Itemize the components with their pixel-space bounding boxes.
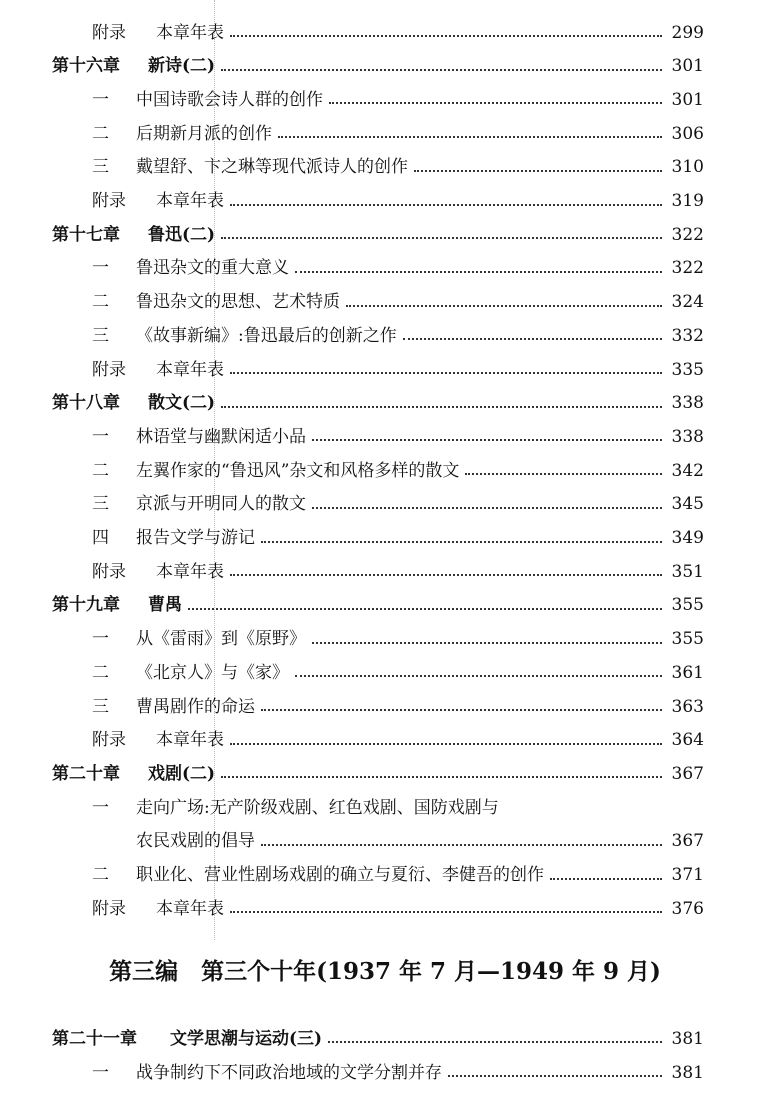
toc-page-number: 371 [671,865,704,885]
toc-section-entry [0,422,770,452]
toc-entry-title: 新诗(二) [148,56,216,77]
toc-page-number: 367 [671,831,704,852]
toc-entry-title: 鲁迅(二) [148,224,216,245]
dot-leader [261,709,662,711]
toc-section-entry [0,254,770,284]
toc-page-number: 355 [671,629,704,650]
toc-entry-title: 本章年表 [156,730,224,751]
toc-section-entry [0,456,770,486]
toc-entry-number: 第二十一章 [52,1028,137,1049]
toc-entry-label [92,797,499,818]
toc-page-number: 345 [671,494,704,515]
toc-page-number: 355 [671,595,704,616]
toc-page-number: 351 [671,561,704,582]
dot-leader [448,1075,662,1077]
toc-entry-number: 二 [92,123,109,144]
toc-entry-label [92,662,289,683]
toc-page-number: 361 [671,662,704,683]
toc-page-number: 367 [671,763,704,784]
toc-section-entry [0,1058,770,1088]
toc-appendix-entry [0,894,770,924]
toc-entry-number: 附录 [92,22,126,43]
toc-entry-label [92,696,255,717]
toc-appendix-entry [0,187,770,217]
toc-entry-number: 三 [92,494,109,515]
toc-section-entry [0,793,770,823]
toc-page-number: 306 [671,123,704,144]
toc-entry-number: 三 [92,696,109,717]
toc-chapter-entry [0,220,770,250]
toc-page-number: 338 [671,393,704,414]
toc-entry-label [92,1062,442,1083]
dot-leader [465,473,662,475]
toc-page-number: 301 [671,89,704,110]
toc-entry-number: 附录 [92,359,126,380]
dot-leader [329,102,662,104]
dot-leader [312,642,662,644]
toc-page-number: 342 [671,460,704,481]
toc-chapter-entry [0,759,770,789]
toc-entry-title: 走向广场:无产阶级戏剧、红色戏剧、国防戏剧与 [136,797,499,818]
toc-section-entry [0,153,770,183]
dot-leader [312,507,662,509]
toc-entry-title: 曹禺剧作的命运 [136,696,255,717]
toc-entry-number: 二 [92,865,109,885]
dot-leader [261,541,662,543]
toc-section-entry [0,861,770,891]
dot-leader [221,776,662,778]
toc-entry-number: 附录 [92,730,126,751]
toc-page-number: 319 [671,191,704,211]
toc-page-number: 322 [671,224,704,245]
toc-entry-number: 三 [92,325,109,346]
toc-entry-number: 第十八章 [52,393,120,414]
toc-entry-label [92,530,255,547]
toc-entry-label [92,325,397,346]
toc-entry-label [92,631,306,648]
part-heading: 第三编 第三个十年(1937 年 7 月—1949 年 9 月) [109,958,661,985]
toc-chapter-entry [0,1024,770,1054]
dot-leader [221,69,662,71]
toc-chapter-entry [0,389,770,419]
toc-entry-title: 鲁迅杂文的思想、艺术特质 [136,292,340,313]
toc-entry-label [52,597,182,614]
toc-entry-number: 第十六章 [52,56,120,77]
toc-entry-label [92,123,272,144]
toc-entry-title: 左翼作家的“鲁迅风”杂文和风格多样的散文 [136,460,460,481]
toc-entry-label [92,460,460,481]
toc-entry-title: 战争制约下不同政治地域的文学分割并存 [136,1062,442,1083]
dot-leader [261,844,662,846]
dot-leader [230,35,662,37]
toc-section-entry [0,658,770,688]
dot-leader [278,136,662,138]
toc-section-entry [0,692,770,722]
toc-entry-title: 曹禺 [148,595,182,616]
toc-page-number: 299 [671,22,704,43]
toc-entry-number: 四 [92,528,109,548]
toc-entry-title: 中国诗歌会诗人群的创作 [136,89,323,110]
toc-entry-title: 《故事新编》:鲁迅最后的创新之作 [136,325,397,346]
toc-page-number: 338 [671,426,704,447]
dot-leader [188,608,662,610]
toc-page-number: 332 [671,325,704,346]
toc-entry-title: 后期新月派的创作 [136,123,272,144]
toc-entry-label [52,1028,323,1049]
dot-leader [328,1041,662,1043]
toc-entry-number: 一 [92,797,109,818]
toc-entry-title: 文学思潮与运动(三) [170,1028,323,1049]
toc-entry-label [92,426,306,447]
toc-section-entry [0,119,770,149]
toc-entry-number: 二 [92,662,109,683]
toc-entry-label [92,294,340,311]
dot-leader [221,237,662,239]
toc-entry-title: 本章年表 [156,191,224,211]
toc-page-number: 381 [671,1028,704,1049]
dot-leader [230,911,662,913]
toc-section-entry [0,524,770,554]
toc-entry-title: 本章年表 [156,359,224,380]
toc-section-entry [0,827,770,857]
toc-entry-label [92,193,224,210]
toc-entry-title: 京派与开明同人的散文 [136,494,306,515]
toc-section-entry [0,321,770,351]
toc-entry-title: 林语堂与幽默闲适小品 [136,426,306,447]
toc-page-number: 376 [671,898,704,919]
dot-leader [230,372,662,374]
dot-leader [312,439,662,441]
toc-page-number: 349 [671,528,704,548]
toc-section-entry [0,490,770,520]
toc-page-number: 364 [671,730,704,751]
toc-entry-title: 职业化、营业性剧场戏剧的确立与夏衍、李健吾的创作 [136,865,544,885]
toc-page-number: 324 [671,292,704,313]
toc-entry-label [52,395,215,412]
toc-appendix-entry [0,355,770,385]
toc-entry-title: 散文(二) [148,393,216,414]
toc-appendix-entry [0,18,770,48]
toc-entry-label [92,22,224,43]
toc-entry-number: 三 [92,157,109,178]
toc-entry-number: 第十七章 [52,224,120,245]
toc-entry-label [92,833,255,850]
toc-entry-label [92,732,224,749]
toc-entry-label [92,260,289,277]
dot-leader [403,338,662,340]
toc-entry-number: 第二十章 [52,763,120,784]
toc-entry-title: 戴望舒、卞之琳等现代派诗人的创作 [136,157,408,178]
toc-entry-label [92,496,306,513]
toc-entry-label [92,898,224,919]
toc-chapter-entry [0,52,770,82]
toc-entry-number: 附录 [92,561,126,582]
toc-entry-title: 本章年表 [156,898,224,919]
toc-entry-number: 二 [92,460,109,481]
toc-entry-label [92,561,224,582]
toc-page-number: 363 [671,696,704,717]
toc-entry-number: 附录 [92,191,126,211]
dot-leader [230,204,662,206]
toc-entry-title: 报告文学与游记 [136,528,255,548]
dot-leader [414,170,662,172]
toc-entry-number: 一 [92,89,109,110]
dot-leader [230,574,662,576]
toc-page-number: 322 [671,258,704,279]
toc-entry-label [92,89,323,110]
toc-entry-number: 附录 [92,898,126,919]
toc-entry-label [92,359,224,380]
toc-entry-number: 第十九章 [52,595,120,616]
toc-entry-number: 一 [92,629,109,650]
toc-page-number: 310 [671,157,704,178]
toc-page-number: 301 [671,56,704,77]
toc-entry-number: 一 [92,258,109,279]
toc-entry-label [52,224,216,245]
toc-appendix-entry [0,726,770,756]
toc-entry-label [52,763,216,784]
dot-leader [295,271,662,273]
toc-appendix-entry [0,557,770,587]
toc-section-entry [0,85,770,115]
toc-entry-title: 本章年表 [156,22,224,43]
toc-section-entry [0,288,770,318]
toc-section-entry [0,625,770,655]
dot-leader [295,675,662,677]
toc-entry-title: 戏剧(二) [148,763,216,784]
toc-chapter-entry [0,591,770,621]
toc-page-number: 335 [671,359,704,380]
toc-entry-number: 一 [92,426,109,447]
toc-entry-label [52,58,215,75]
toc-entry-number: 一 [92,1062,109,1083]
toc-entry-title: 农民戏剧的倡导 [136,831,255,852]
toc-entry-title: 从《雷雨》到《原野》 [136,629,306,650]
dot-leader [221,406,662,408]
dot-leader [550,878,662,880]
toc-entry-title: 《北京人》与《家》 [136,662,289,683]
toc-entry-title: 本章年表 [156,561,224,582]
toc-entry-label [92,867,544,884]
toc-entry-title: 鲁迅杂文的重大意义 [136,258,289,279]
toc-page-number: 381 [671,1062,704,1083]
dot-leader [346,305,662,307]
dot-leader [230,743,662,745]
toc-entry-number: 二 [92,292,109,313]
toc-entry-label [92,159,408,176]
